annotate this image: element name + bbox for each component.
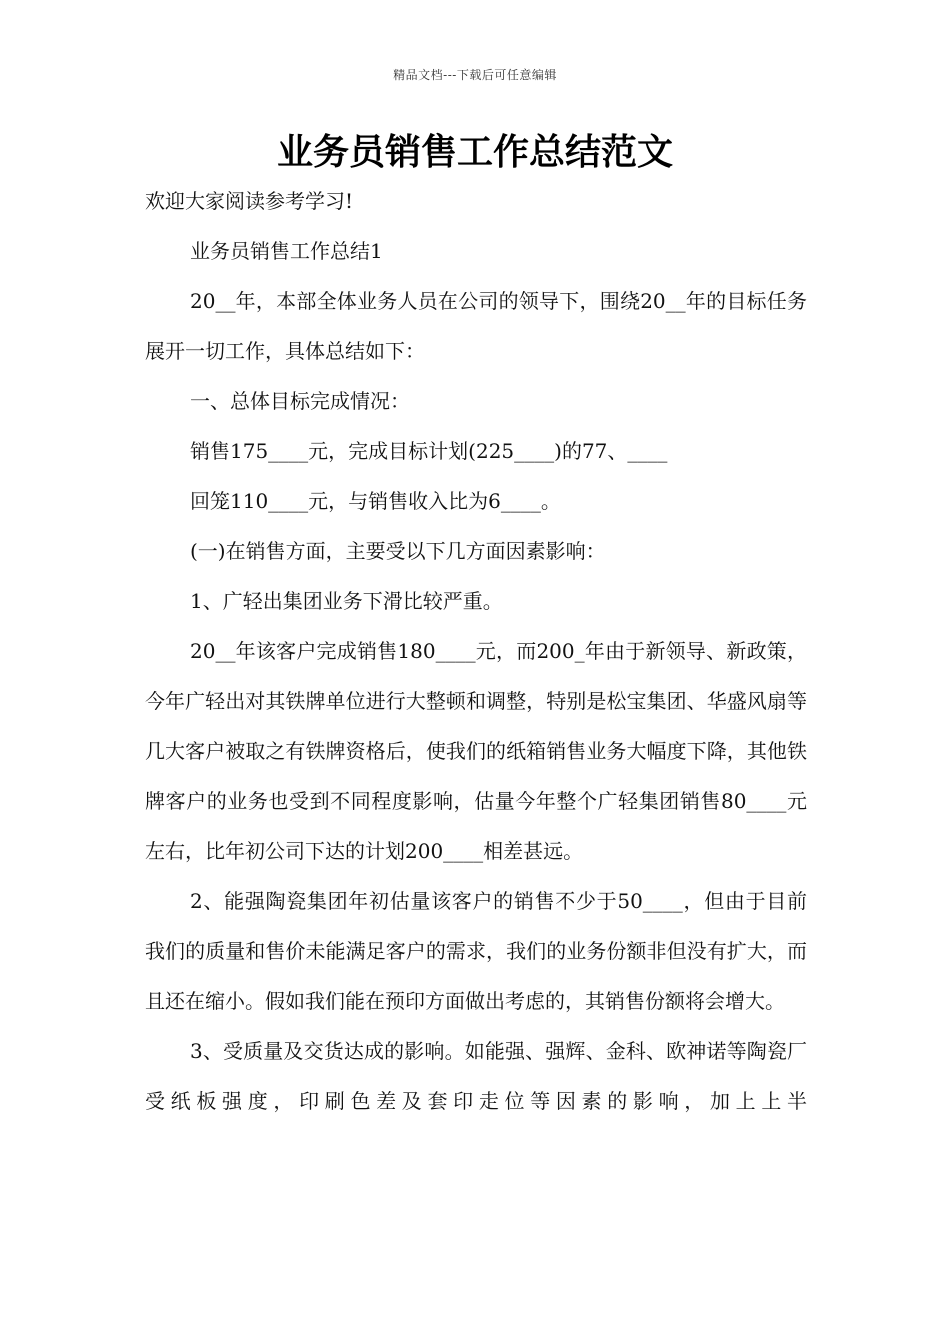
document-title: 业务员销售工作总结范文 (276, 132, 673, 173)
list-item: 1、广轻出集团业务下滑比较严重。 (190, 589, 503, 613)
body-paragraph: 20__年，本部全体业务人员在公司的领导下，围绕20__年的目标任务展开一切工作，具体总结如下： (145, 289, 807, 363)
section-heading: 业务员销售工作总结1 (190, 239, 383, 263)
header-note: 精品文档---下载后可任意编辑 (393, 68, 557, 82)
subsection-heading: 一、总体目标完成情况： (190, 389, 410, 413)
list-item: 2、能强陶瓷集团年初估量该客户的销售不少于50____，但由于目前我们的质量和售价未能满足客户的需求，我们的业务份额非但没有扩大，而且还在缩小。假如我们能在预印方面做出考虑的，其销售份额将会增大。 (145, 889, 807, 1013)
body-paragraph: 销售175____元，完成目标计划(225____)的77、____ (190, 439, 668, 463)
subsection-heading: (一)在销售方面，主要受以下几方面因素影响： (190, 539, 606, 563)
intro-paragraph: 欢迎大家阅读参考学习! (145, 189, 354, 213)
document-body (145, 176, 807, 1126)
body-paragraph: 20__年该客户完成销售180____元，而200_年由于新领导、新政策，今年广轻出对其铁牌单位进行大整顿和调整，特别是松宝集团、华盛风扇等几大客户被取之有铁牌资格后，使我们的纸箱销售业务大幅度下降，其他铁牌客户的业务也受到不同程度影响，估量今年整个广轻集团销售80____元左右，比年初公司下达的计划200____相差甚远。 (145, 639, 807, 863)
list-item: 3、受质量及交货达成的影响。如能强、强辉、金科、欧神诺等陶瓷厂受纸板强度，印刷色差及套印走位等因素的影响，加上上半 (145, 1039, 807, 1113)
body-paragraph: 回笼110____元，与销售收入比为6____。 (190, 489, 561, 513)
